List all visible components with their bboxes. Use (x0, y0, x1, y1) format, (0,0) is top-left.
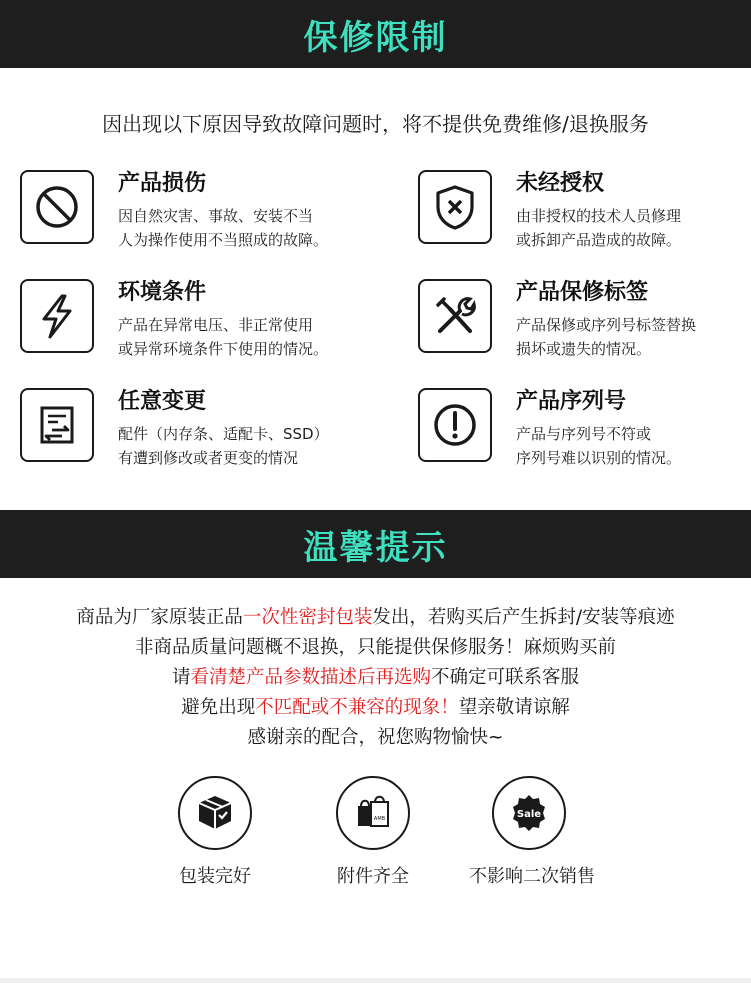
limit-item-desc: 产品与序列号不符或 序列号难以识别的情况。 (516, 425, 682, 467)
document-exchange-icon (20, 388, 94, 462)
shopping-bags-icon (336, 776, 410, 850)
limit-item-desc: 由非授权的技术人员修理 或拆卸产品造成的故障。 (516, 207, 682, 249)
limit-item-product-damage (20, 170, 360, 260)
package-icon (178, 776, 252, 850)
limit-item-desc: 产品在异常电压、非正常使用 或异常环境条件下使用的情况。 (118, 316, 329, 358)
limit-item-title: 环境条件 (118, 280, 207, 305)
warranty-limits-title: 保修限制 (303, 17, 448, 58)
limit-item-title: 产品损伤 (118, 171, 207, 196)
badge-label: 包装完好 (179, 866, 251, 887)
limit-item-title: 产品保修标签 (516, 280, 649, 305)
warranty-intro-text: 因出现以下原因导致故障问题时，将不提供免费维修/退换服务 (102, 112, 649, 136)
tips-notice (0, 603, 751, 753)
tips-title: 温馨提示 (303, 527, 448, 568)
shield-x-icon (418, 170, 492, 244)
limit-item-warranty-label (418, 279, 751, 369)
limit-item-title: 未经授权 (516, 171, 605, 196)
sale-tag-icon (492, 776, 566, 850)
limit-item-desc: 配件（内存条、适配卡、SSD） 有遭到修改或者更变的情况 (118, 425, 329, 467)
svg-text:Sale: Sale (516, 809, 542, 820)
badge-label: 附件齐全 (337, 866, 409, 887)
limit-item-environment (20, 279, 360, 369)
badge-label: 不影响二次销售 (469, 866, 595, 887)
prohibited-icon (20, 170, 94, 244)
notice-line: 商品为厂家原装正品一次性密封包装发出，若购买后产生拆封/安装等痕迹 (76, 607, 675, 628)
badge-packaging-intact (155, 776, 275, 888)
limit-item-serial-number (418, 388, 751, 478)
notice-line: 非商品质量问题概不退换，只能提供保修服务！麻烦购买前 (134, 637, 616, 658)
badge-accessories-complete (313, 776, 433, 888)
limit-item-title: 产品序列号 (516, 389, 627, 414)
limit-item-desc: 产品保修或序列号标签替换 损坏或遗失的情况。 (516, 316, 697, 358)
lightning-icon (20, 279, 94, 353)
notice-line: 感谢亲的配合，祝您购物愉快~ (247, 727, 504, 748)
tips-banner (0, 510, 751, 578)
limit-item-title: 任意变更 (118, 389, 207, 414)
tools-icon (418, 279, 492, 353)
badge-no-resale-impact (469, 776, 595, 888)
notice-line: 请看清楚产品参数描述后再选购不确定可联系客服 (171, 667, 580, 688)
limit-item-unauthorized (418, 170, 751, 260)
limit-item-desc: 因自然灾害、事故、安装不当 人为操作使用不当照成的故障。 (118, 207, 329, 249)
svg-text:AMB: AMB (373, 816, 386, 822)
warranty-limits-banner (0, 0, 751, 68)
limit-item-modification (20, 388, 360, 478)
footer-divider (0, 978, 751, 983)
exclamation-icon (418, 388, 492, 462)
notice-line: 避免出现不匹配或不兼容的现象！望亲敬请谅解 (181, 697, 570, 718)
